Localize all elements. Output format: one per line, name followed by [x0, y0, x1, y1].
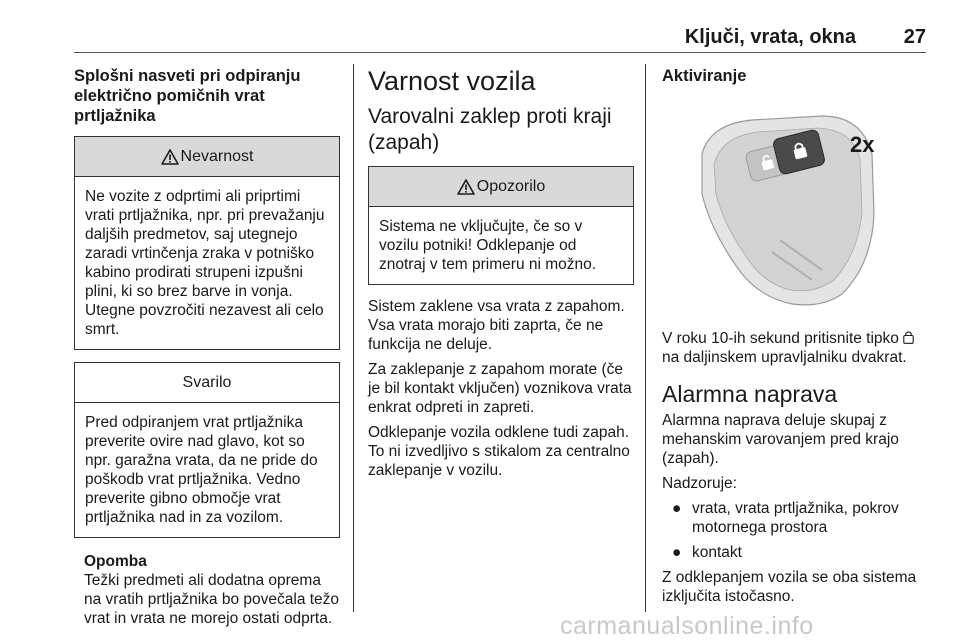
caution-box: [74, 362, 340, 538]
column-divider: [353, 64, 354, 612]
running-head-title: Ključi, vrata, okna: [684, 26, 856, 48]
warning-box-title: [369, 167, 633, 207]
paragraph: Za zaklepanje z zapahom morate (če je bil kontakt vključen) voznikova vrata enkrat odpreti in zapreti.: [368, 361, 632, 416]
list-item-text: vrata, vrata prtljažnika, pokrov motornega prostora: [692, 500, 899, 536]
warning-box-label: Opozorilo: [476, 177, 546, 195]
column-divider: [645, 64, 646, 612]
danger-box-label: Nevarnost: [180, 147, 254, 165]
column-right: [662, 66, 928, 606]
subsection-heading: Alarmna naprava: [662, 381, 838, 407]
bullet: ●: [672, 500, 682, 517]
paragraph: Alarmna naprava deluje skupaj z mehanskim varovanjem pred krajo (zapah).: [662, 412, 899, 467]
warning-box: [368, 166, 634, 285]
paragraph: Z odklepanjem vozila se oba sistema izključita istočasno.: [662, 569, 917, 605]
monitor-list: [662, 499, 928, 562]
paragraph: Nadzoruje:: [662, 475, 737, 492]
section-heading: Aktiviranje: [662, 67, 747, 85]
chapter-heading: Varnost vozila: [368, 66, 536, 96]
subsection-heading: Varovalni zaklep proti kraji (zapah): [368, 105, 612, 154]
danger-box-text: Ne vozite z odprtimi ali priprtimi vrati prtljažnika, npr. pri prevažanju daljših predmetov, saj utegnejo zaradi vrtinčenja zraka v potniško kabino prodirati strupeni izpušni plini, ki so brez barve in vonja. Utegne povzročiti nezavest ali celo smrt.: [85, 188, 325, 338]
instruction-paragraph: [662, 329, 928, 367]
note: [74, 552, 340, 628]
warning-triangle-icon: [161, 149, 179, 165]
lock-icon: [903, 330, 914, 344]
list-item: [662, 543, 928, 562]
danger-box: [74, 136, 340, 350]
page-number: 27: [903, 26, 926, 48]
section-heading: Splošni nasveti pri odpiranju električno pomičnih vrat prtljažnika: [74, 67, 301, 125]
danger-box-title: [75, 137, 339, 177]
instruction-text: V roku 10-ih sekund pritisnite tipko: [662, 330, 899, 347]
paragraph: Sistem zaklene vsa vrata z zapahom. Vsa vrata morajo biti zaprta, če ne funkcija ne deluje.: [368, 298, 625, 353]
note-text: Težki predmeti ali dodatna oprema na vratih prtljažnika bo povečala težo vrat in vrata ne morejo ostati odprta.: [84, 572, 340, 627]
note-title: Opomba: [84, 553, 147, 570]
list-item-text: kontakt: [692, 544, 742, 561]
list-item: [662, 499, 928, 537]
press-count-label: 2x: [850, 132, 875, 157]
header-rule: [74, 52, 926, 53]
instruction-text-end: na daljinskem upravljalniku dvakrat.: [662, 349, 907, 366]
warning-box-text: Sistema ne vključujte, če so v vozilu potniki! Odklepanje od znotraj v tem primeru ni možno.: [379, 218, 597, 273]
column-middle: [368, 66, 634, 480]
running-head: [74, 26, 926, 52]
column-left: [74, 66, 340, 628]
watermark: carmanualsonline.info: [560, 612, 814, 640]
warning-triangle-icon: [457, 179, 475, 195]
caution-box-text: Pred odpiranjem vrat prtljažnika preverite ovire nad glavo, kot so npr. garažna vrata, da ne pride do poškodb vrat prtljažnika. Vedno preverite gibno območje vrat prtljažnika nad in za vozilom.: [85, 414, 318, 526]
paragraph: Odklepanje vozila odklene tudi zapah. To ni izvedljivo s stikalom za centralno zaklepanje v vozilu.: [368, 424, 630, 479]
key-fob-illustration: [662, 94, 928, 306]
bullet: ●: [672, 544, 682, 561]
caution-box-title: Svarilo: [75, 363, 339, 403]
